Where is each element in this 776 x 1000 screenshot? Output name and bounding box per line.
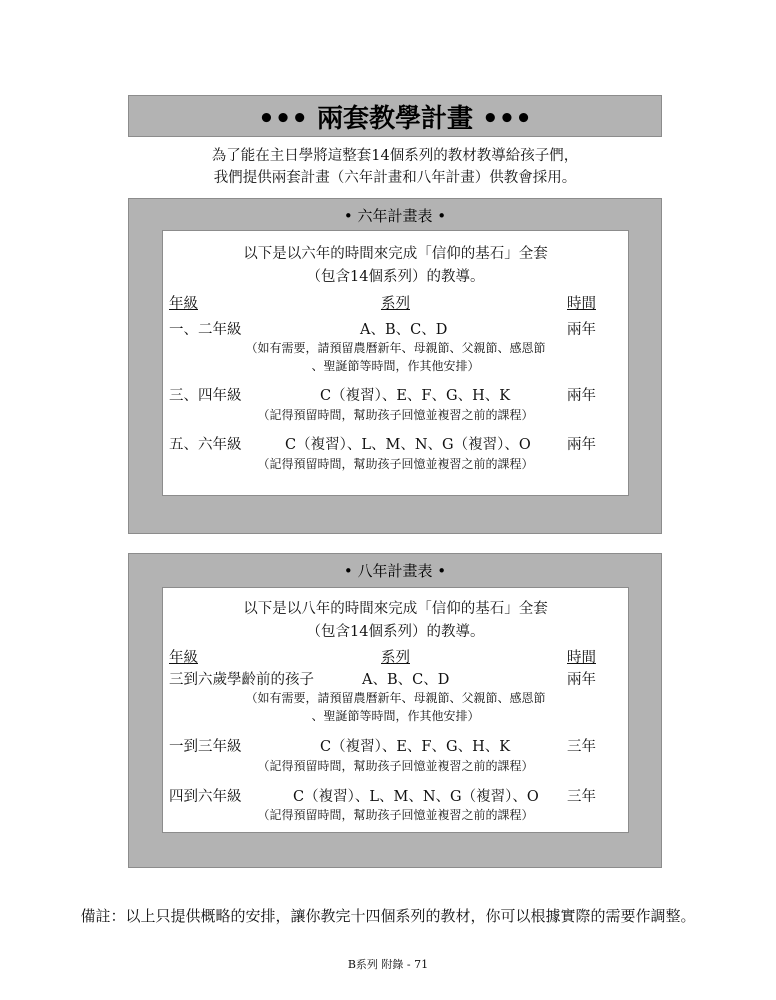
row-grade: 五、六年級 bbox=[169, 437, 242, 453]
row-grade: 三到六歲學齡前的孩子 bbox=[169, 672, 314, 688]
row-note: 、聖誕節等時間，作其他安排） bbox=[311, 709, 480, 723]
time-header: 時間 bbox=[567, 650, 596, 666]
row-series: C（複習）、E、F、G、H、K bbox=[320, 388, 511, 404]
six-year-plan-heading: • 六年計畫表 • bbox=[343, 207, 447, 225]
row-time: 兩年 bbox=[567, 388, 596, 404]
grade-header: 年級 bbox=[169, 650, 198, 666]
grade-header: 年級 bbox=[169, 296, 198, 312]
intro-line-1: 為了能在主日學將這整套14個系列的教材教導給孩子們， bbox=[211, 148, 579, 164]
six-year-plan-panel bbox=[128, 198, 662, 534]
row-note: （如有需要，請預留農曆新年、母親節、父親節、感恩節 bbox=[245, 691, 546, 705]
row-series: A、B、C、D bbox=[362, 672, 450, 688]
time-header: 時間 bbox=[567, 296, 596, 312]
page-footer: B系列 附錄 - 71 bbox=[347, 958, 429, 971]
row-note: （記得預留時間，幫助孩子回憶並複習之前的課程） bbox=[257, 408, 534, 422]
row-grade: 四到六年級 bbox=[169, 789, 242, 805]
row-grade: 三、四年級 bbox=[169, 388, 242, 404]
row-time: 兩年 bbox=[567, 322, 596, 338]
row-note: （記得預留時間，幫助孩子回憶並複習之前的課程） bbox=[257, 457, 534, 471]
eight-year-plan-heading: • 八年計畫表 • bbox=[343, 562, 447, 580]
row-time: 三年 bbox=[567, 739, 596, 755]
row-grade: 一、二年級 bbox=[169, 322, 242, 338]
row-note: （記得預留時間，幫助孩子回憶並複習之前的課程） bbox=[257, 808, 534, 822]
eight-year-intro-line-2: （包含14個系列）的教導。 bbox=[306, 624, 485, 640]
row-series: A、B、C、D bbox=[360, 322, 448, 338]
row-time: 兩年 bbox=[567, 437, 596, 453]
row-grade: 一到三年級 bbox=[169, 739, 242, 755]
series-header: 系列 bbox=[381, 650, 410, 666]
series-header: 系列 bbox=[381, 296, 410, 312]
six-year-plan-card bbox=[162, 230, 629, 496]
row-series: C（複習）、L、M、N、G（複習）、O bbox=[293, 789, 539, 805]
six-year-intro-line-2: （包含14個系列）的教導。 bbox=[306, 269, 485, 285]
row-note: （記得預留時間，幫助孩子回憶並複習之前的課程） bbox=[257, 759, 534, 773]
row-time: 兩年 bbox=[567, 672, 596, 688]
eight-year-intro-line-1: 以下是以八年的時間來完成「信仰的基石」全套 bbox=[243, 601, 548, 617]
eight-year-plan-panel bbox=[128, 553, 662, 868]
row-note: 、聖誕節等時間，作其他安排） bbox=[311, 359, 480, 373]
row-note: （如有需要，請預留農曆新年、母親節、父親節、感恩節 bbox=[245, 341, 546, 355]
intro-line-2: 我們提供兩套計畫（六年計畫和八年計畫）供教會採用。 bbox=[213, 170, 577, 186]
row-time: 三年 bbox=[567, 789, 596, 805]
row-series: C（複習）、E、F、G、H、K bbox=[320, 739, 511, 755]
remark-note: 備註：以上只提供概略的安排，讓你教完十四個系列的教材，你可以根據實際的需要作調整。 bbox=[80, 907, 696, 925]
page-title: ••• 兩套教學計畫 ••• bbox=[128, 95, 662, 137]
six-year-intro-line-1: 以下是以六年的時間來完成「信仰的基石」全套 bbox=[243, 246, 548, 262]
eight-year-plan-card bbox=[162, 587, 629, 833]
row-series: C（複習）、L、M、N、G（複習）、O bbox=[285, 437, 531, 453]
